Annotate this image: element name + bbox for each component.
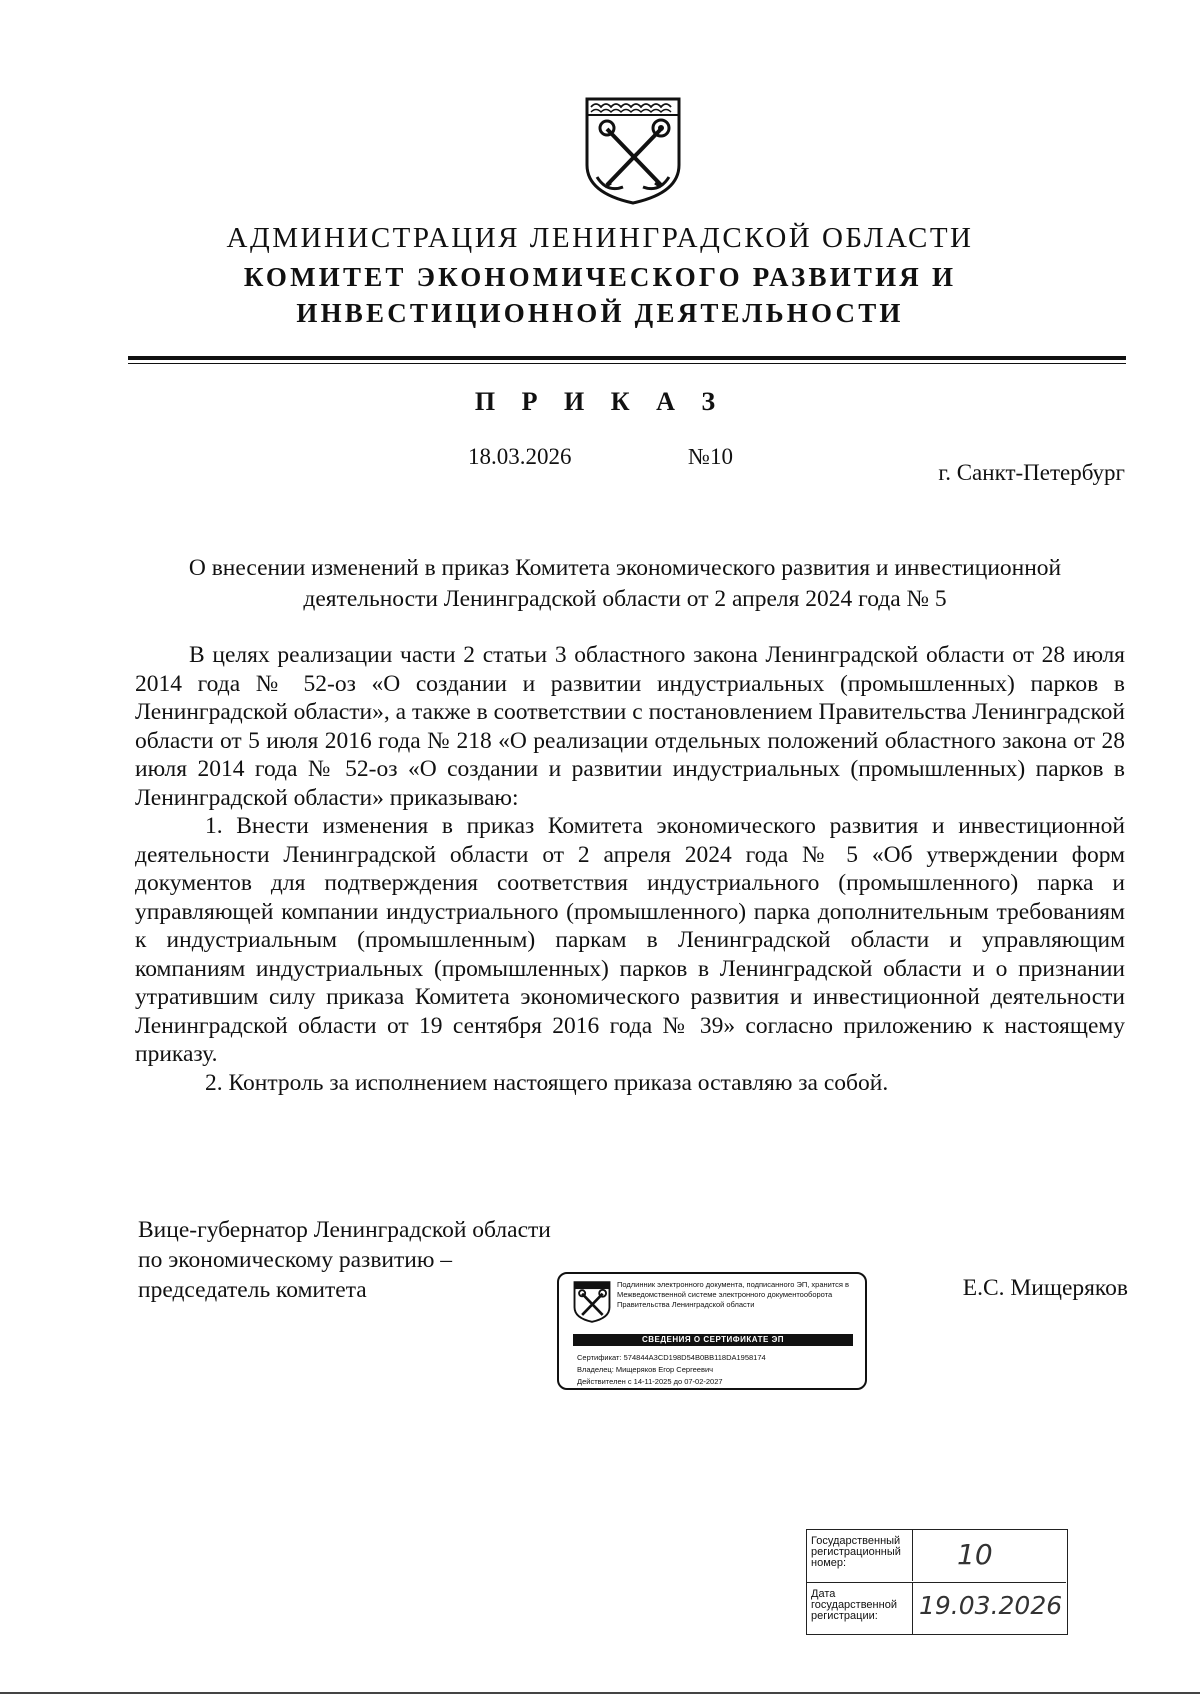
committee-name-line-1: КОМИТЕТ ЭКОНОМИЧЕСКОГО РАЗВИТИЯ И <box>243 262 957 292</box>
stamp-coat-of-arms-icon <box>573 1280 611 1324</box>
registration-date-label: Дата государственной регистрации: <box>807 1583 913 1634</box>
registration-number-row <box>807 1530 1066 1581</box>
stamp-certificate: Сертификат: 574844A3CD198D54B0BB118DA1958174 <box>577 1353 766 1362</box>
committee-name-line-2: ИНВЕСТИЦИОННОЙ ДЕЯТЕЛЬНОСТИ <box>296 298 904 328</box>
order-body <box>135 641 1125 1097</box>
signatory-position-line-2: по экономическому развитию – <box>138 1247 453 1273</box>
signatory-position-line-1: Вице-губернатор Ленинградской области <box>138 1217 551 1243</box>
preamble-paragraph: В целях реализации части 2 статьи 3 областного закона Ленинградской области от 28 июля 2014 года № 52-оз «О создании и развитии индустриальных (промышленных) парков в Ленинградской области», а также в соответствии с постановлением Правительства Ленинградской области от 5 июля 2016 года № 218 «О реализации отдельных положений областного закона от 28 июля 2014 года № 52-оз «О создании и развитии индустриальных (промышленных) парков в Ленинградской области» приказываю: <box>135 642 1125 811</box>
order-city: г. Санкт-Петербург <box>938 460 1125 485</box>
registration-number-value: 10 <box>957 1538 993 1571</box>
signatory-name: Е.С. Мищеряков <box>962 1275 1128 1301</box>
signatory-position-line-3: председатель комитета <box>138 1277 367 1303</box>
stamp-owner: Владелец: Мищеряков Егор Сергеевич <box>577 1365 714 1374</box>
order-item-2: 2. Контроль за исполнением настоящего приказа оставляю за собой. <box>205 1069 889 1096</box>
page-bottom-edge <box>0 1692 1200 1694</box>
organization-name: АДМИНИСТРАЦИЯ ЛЕНИНГРАДСКОЙ ОБЛАСТИ <box>226 222 974 254</box>
order-date: 18.03.2026 <box>468 444 572 469</box>
header-divider <box>128 356 1126 360</box>
stamp-details <box>577 1352 862 1388</box>
document-type-title: П Р И К А З <box>474 387 726 416</box>
stamp-heading: СВЕДЕНИЯ О СЕРТИФИКАТЕ ЭП <box>573 1334 853 1346</box>
order-item-1: 1. Внести изменения в приказ Комитета экономического развития и инвестиционной деятельности Ленинградской области от 2 апреля 2024 года № 5 «Об утверждении форм документов для подтверждения соответствия индустриального (промышленного) парка и управляющей компании индустриального (промышленного) парка дополнительным требованиям к индустриальным (промышленным) паркам в Ленинградской области и управляющим компаниям индустриальных (промышленных) парков в Ленинградской области и о признании утратившим силу приказа Комитета экономического развития и инвестиционной деятельности Ленинградской области от 19 сентября 2016 года № 39» согласно приложению к настоящему приказу. <box>135 813 1125 1067</box>
coat-of-arms-icon <box>583 95 683 207</box>
registration-box <box>806 1529 1068 1635</box>
order-subject: О внесении изменений в приказ Комитета экономического развития и инвестиционной деятельности Ленинградской области от 2 апреля 2024 года № 5 <box>188 555 1062 612</box>
electronic-signature-stamp <box>557 1272 867 1390</box>
registration-date-value: 19.03.2026 <box>919 1591 1063 1620</box>
header-divider-thin <box>128 363 1126 364</box>
registration-number-label: Государственный регистрационный номер: <box>807 1530 913 1581</box>
stamp-note: Подлинник электронного документа, подписанного ЭП, хранится в Межведомственной системе электронного документооборота Правительства Ленинградской области <box>617 1280 850 1309</box>
signatory-position <box>138 1215 551 1305</box>
order-number: №10 <box>688 444 733 469</box>
registration-date-row <box>807 1582 1066 1634</box>
stamp-validity: Действителен с 14-11-2025 до 07-02-2027 <box>577 1377 723 1386</box>
